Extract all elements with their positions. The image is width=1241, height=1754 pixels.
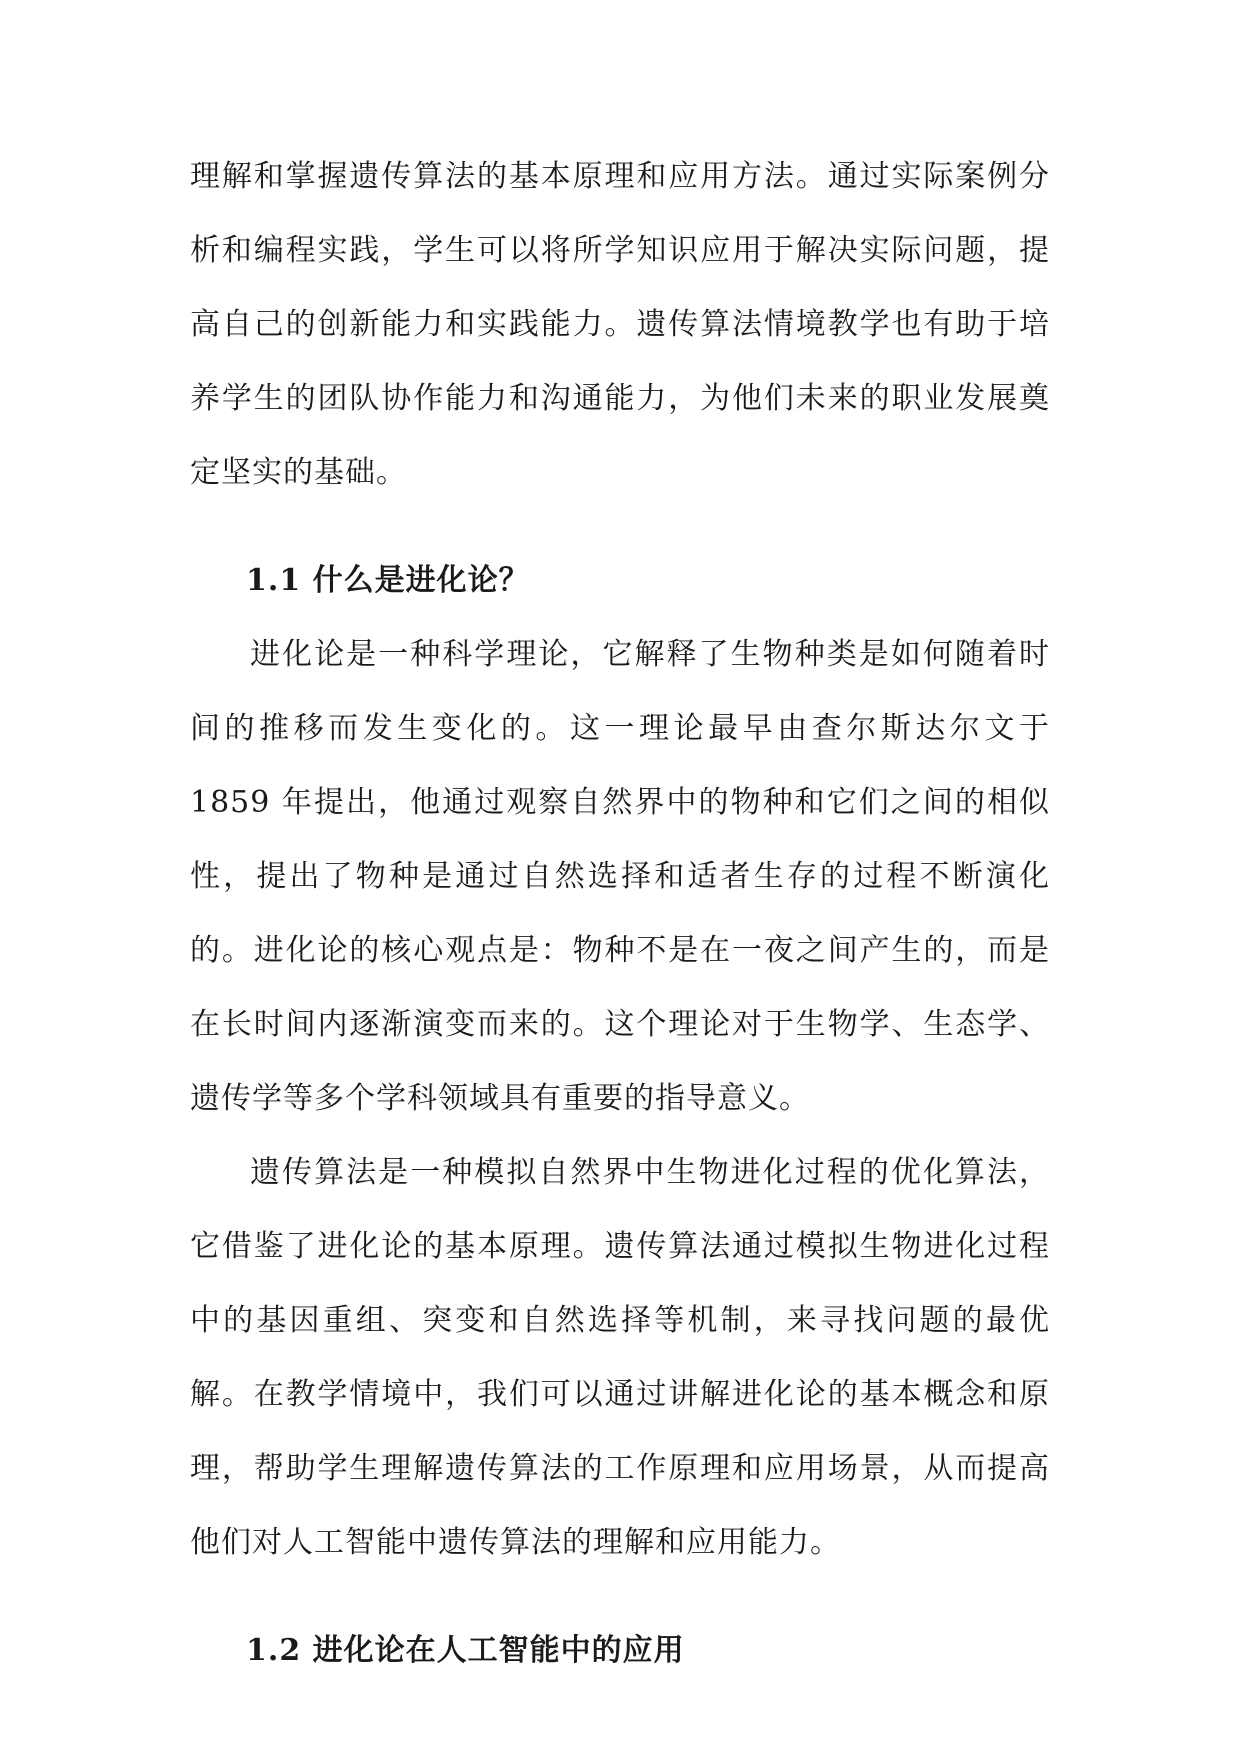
- spacer: [190, 1580, 1050, 1614]
- section-1-1-paragraph-1: 进化论是一种科学理论，它解释了生物种类是如何随着时间的推移而发生变化的。这一理论最早由查尔斯达尔文于 1859 年提出，他通过观察自然界中的物种和它们之间的相似性，提出了物种是通过自然选择和适者生存的过程不断演化的。进化论的核心观点是：物种不是在一夜之间产生的，而是在长时间内逐渐演变而来的。这个理论对于生物学、生态学、遗传学等多个学科领域具有重要的指导意义。: [190, 637, 1050, 1116]
- document-body: [190, 140, 1050, 1688]
- intro-paragraph: 理解和掌握遗传算法的基本原理和应用方法。通过实际案例分析和编程实践，学生可以将所学知识应用于解决实际问题，提高自己的创新能力和实践能力。遗传算法情境教学也有助于培养学生的团队协作能力和沟通能力，为他们未来的职业发展奠定坚实的基础。: [190, 159, 1050, 490]
- section-heading-1-1: 1.1 什么是进化论？: [246, 563, 530, 598]
- spacer: [190, 510, 1050, 544]
- section-heading-1-2: 1.2 进化论在人工智能中的应用: [246, 1633, 685, 1668]
- section-1-1-paragraph-2: 遗传算法是一种模拟自然界中生物进化过程的优化算法，它借鉴了进化论的基本原理。遗传算法通过模拟生物进化过程中的基因重组、突变和自然选择等机制，来寻找问题的最优解。在教学情境中，我们可以通过讲解进化论的基本概念和原理，帮助学生理解遗传算法的工作原理和应用场景，从而提高他们对人工智能中遗传算法的理解和应用能力。: [190, 1155, 1050, 1560]
